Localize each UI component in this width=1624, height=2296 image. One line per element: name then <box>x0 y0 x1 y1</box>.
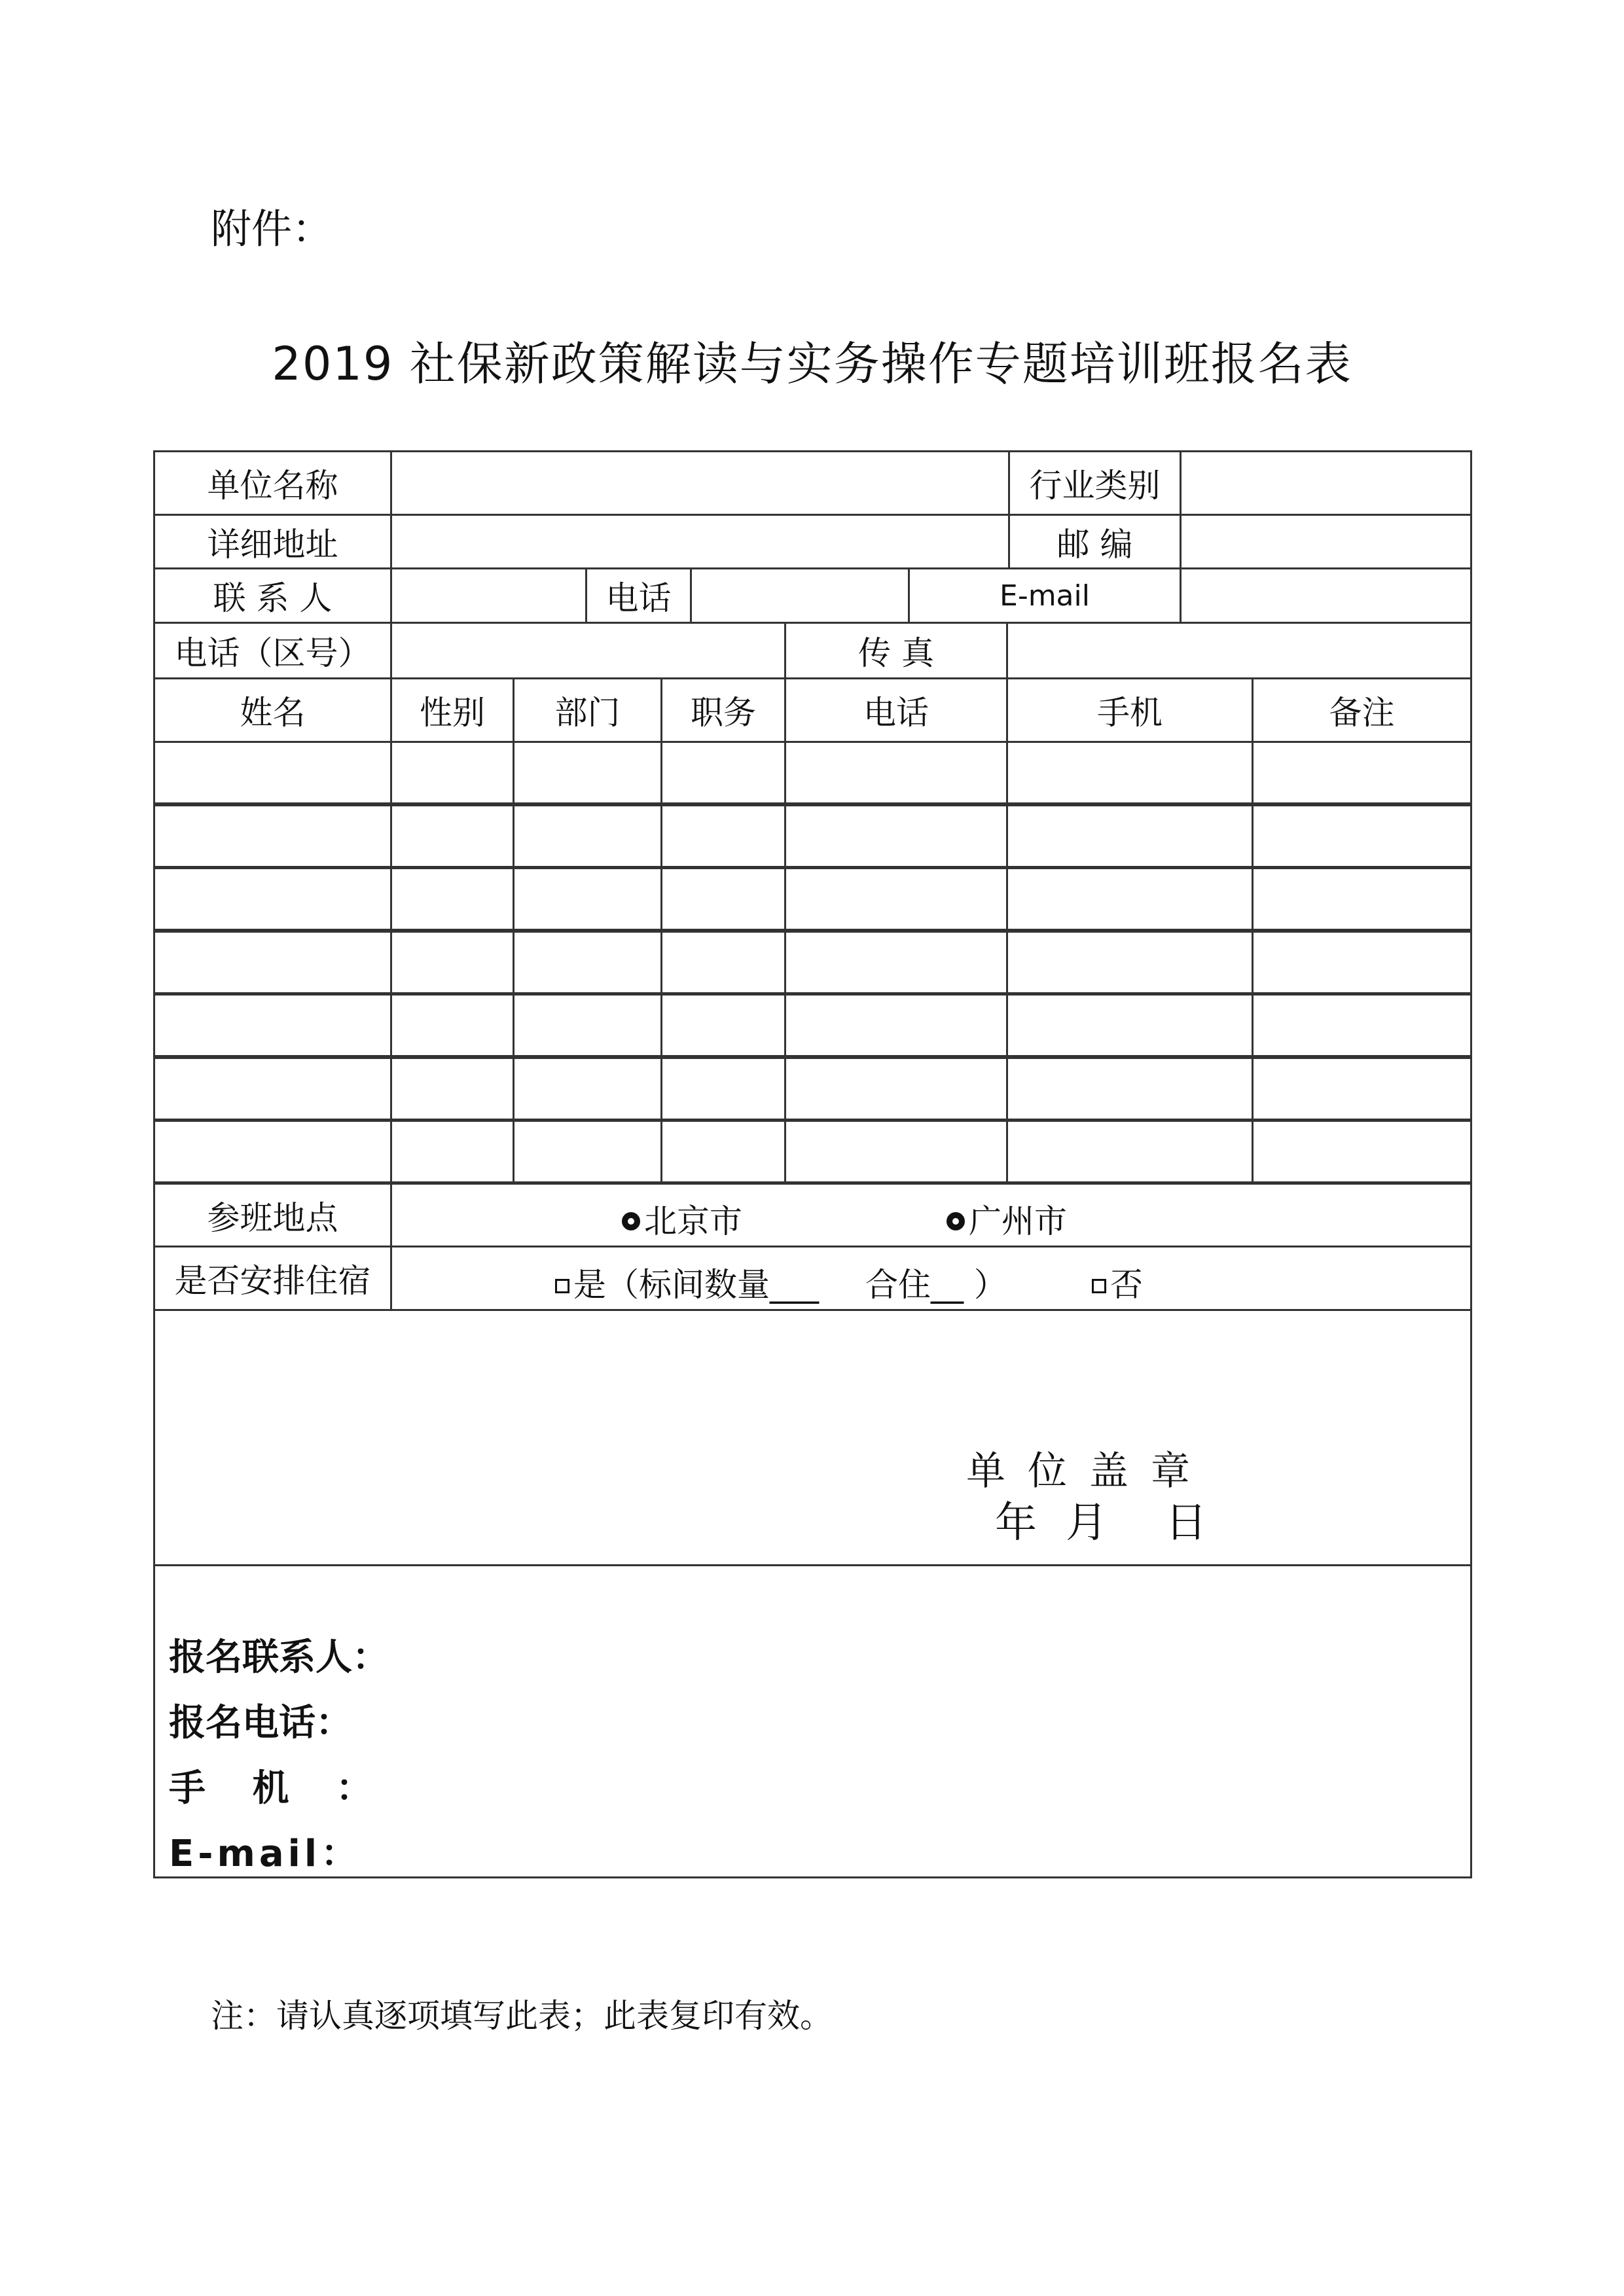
location-option-beijing-label: 北京市 <box>644 1202 742 1240</box>
participant-department-input[interactable] <box>513 1120 662 1183</box>
participant-position-input[interactable] <box>660 994 786 1057</box>
email-input[interactable] <box>1180 567 1472 624</box>
industry-label: 行业类别 <box>1008 450 1182 516</box>
checkbox-icon <box>1092 1279 1106 1293</box>
participant-phone-input[interactable] <box>784 1120 1008 1183</box>
reg-phone-label: 报名电话： <box>169 1702 352 1744</box>
participant-mobile-input[interactable] <box>1006 994 1254 1057</box>
participant-mobile-input[interactable] <box>1006 1120 1254 1183</box>
participant-position-input[interactable] <box>660 741 786 804</box>
attachment-label: 附件： <box>211 205 333 253</box>
contact-phone-input[interactable] <box>690 567 910 624</box>
col-header-name: 姓名 <box>153 677 392 743</box>
address-input[interactable] <box>390 514 1010 569</box>
participant-department-input[interactable] <box>513 741 662 804</box>
seal-date <box>995 1489 1236 1549</box>
lodging-option-yes-label: 是（标间数量___ <box>573 1266 819 1304</box>
industry-input[interactable] <box>1180 450 1472 516</box>
participant-mobile-input[interactable] <box>1006 1057 1254 1121</box>
participant-department-input[interactable] <box>513 867 662 931</box>
participant-gender-input[interactable] <box>390 994 514 1057</box>
postcode-label: 邮 编 <box>1008 514 1182 569</box>
email-label: E-mail <box>908 567 1182 624</box>
participant-name-input[interactable] <box>153 804 392 868</box>
participant-mobile-input[interactable] <box>1006 804 1254 868</box>
participant-department-input[interactable] <box>513 804 662 868</box>
participant-department-input[interactable] <box>513 1057 662 1121</box>
checkbox-icon <box>555 1279 569 1293</box>
participant-remarks-input[interactable] <box>1252 804 1472 868</box>
participant-department-input[interactable] <box>513 994 662 1057</box>
lodging-option-no[interactable] <box>1092 1259 1143 1306</box>
fax-input[interactable] <box>1006 622 1472 679</box>
col-header-position: 职务 <box>660 677 786 743</box>
participant-remarks-input[interactable] <box>1252 931 1472 994</box>
participant-phone-input[interactable] <box>784 1057 1008 1121</box>
location-options-cell <box>390 1183 1472 1247</box>
lodging-share-text: 合住__ ） <box>865 1266 1007 1304</box>
lodging-option-yes[interactable] <box>555 1259 819 1306</box>
footnote: 注：请认真逐项填写此表；此表复印有效。 <box>211 1997 833 2035</box>
location-option-guangzhou[interactable] <box>947 1195 1067 1242</box>
contact-label: 联 系 人 <box>153 567 392 624</box>
col-header-gender: 性别 <box>390 677 514 743</box>
participant-gender-input[interactable] <box>390 1057 514 1121</box>
postcode-input[interactable] <box>1180 514 1472 569</box>
unit-name-label: 单位名称 <box>153 450 392 516</box>
participant-position-input[interactable] <box>660 1120 786 1183</box>
participant-gender-input[interactable] <box>390 804 514 868</box>
col-header-department: 部门 <box>513 677 662 743</box>
participant-remarks-input[interactable] <box>1252 867 1472 931</box>
participant-position-input[interactable] <box>660 1057 786 1121</box>
participant-mobile-input[interactable] <box>1006 867 1254 931</box>
participant-mobile-input[interactable] <box>1006 931 1254 994</box>
lodging-option-no-label: 否 <box>1110 1266 1143 1304</box>
participant-position-input[interactable] <box>660 804 786 868</box>
col-header-remarks: 备注 <box>1252 677 1472 743</box>
participant-phone-input[interactable] <box>784 867 1008 931</box>
reg-email-label: E-mail： <box>169 1833 362 1875</box>
date-day: 日 <box>1165 1499 1207 1547</box>
participant-department-input[interactable] <box>513 931 662 994</box>
participant-gender-input[interactable] <box>390 867 514 931</box>
participant-position-input[interactable] <box>660 867 786 931</box>
participant-name-input[interactable] <box>153 931 392 994</box>
reg-mobile-label: 手 机 ： <box>169 1767 389 1810</box>
fax-label: 传 真 <box>784 622 1008 679</box>
participant-position-input[interactable] <box>660 931 786 994</box>
area-phone-input[interactable] <box>390 622 786 679</box>
unit-name-input[interactable] <box>390 450 1010 516</box>
participant-remarks-input[interactable] <box>1252 994 1472 1057</box>
col-header-phone: 电话 <box>784 677 1008 743</box>
contact-phone-label: 电话 <box>585 567 692 624</box>
location-option-beijing[interactable] <box>622 1195 742 1242</box>
participant-name-input[interactable] <box>153 1120 392 1183</box>
participant-remarks-input[interactable] <box>1252 1057 1472 1121</box>
participant-phone-input[interactable] <box>784 804 1008 868</box>
participant-gender-input[interactable] <box>390 1120 514 1183</box>
participant-name-input[interactable] <box>153 994 392 1057</box>
seal-section <box>153 1309 1472 1566</box>
participant-mobile-input[interactable] <box>1006 741 1254 804</box>
participant-name-input[interactable] <box>153 1057 392 1121</box>
date-month: 月 <box>1066 1499 1108 1547</box>
participant-remarks-input[interactable] <box>1252 741 1472 804</box>
area-phone-label: 电话（区号） <box>153 622 392 679</box>
participant-gender-input[interactable] <box>390 741 514 804</box>
participant-name-input[interactable] <box>153 867 392 931</box>
col-header-mobile: 手机 <box>1006 677 1254 743</box>
seal-label: 单位盖章 <box>966 1448 1212 1494</box>
participant-name-input[interactable] <box>153 741 392 804</box>
participant-phone-input[interactable] <box>784 994 1008 1057</box>
participant-gender-input[interactable] <box>390 931 514 994</box>
form-title: 2019 社保新政策解读与实务操作专题培训班报名表 <box>272 337 1352 391</box>
location-option-guangzhou-label: 广州市 <box>969 1202 1067 1240</box>
participant-phone-input[interactable] <box>784 741 1008 804</box>
date-year: 年 <box>995 1499 1037 1547</box>
participant-remarks-input[interactable] <box>1252 1120 1472 1183</box>
radio-icon <box>947 1212 965 1230</box>
address-label: 详细地址 <box>153 514 392 569</box>
participant-phone-input[interactable] <box>784 931 1008 994</box>
location-label: 参班地点 <box>153 1183 392 1247</box>
reg-contact-label: 报名联系人： <box>169 1636 389 1679</box>
radio-icon <box>622 1212 640 1230</box>
lodging-label: 是否安排住宿 <box>153 1246 392 1311</box>
contact-input[interactable] <box>390 567 587 624</box>
